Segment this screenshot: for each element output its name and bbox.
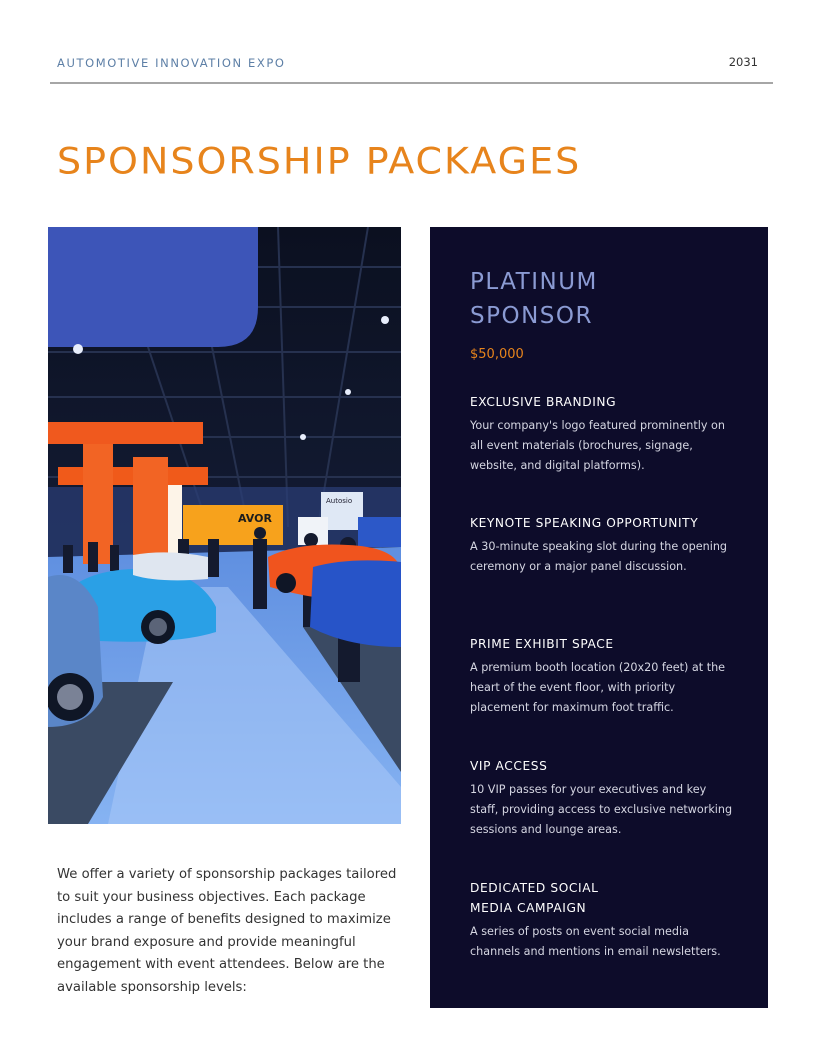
- benefit-title-line2: MEDIA CAMPAIGN: [470, 901, 587, 915]
- benefit-vip-access: [470, 756, 735, 840]
- header-year: 2031: [728, 55, 758, 69]
- benefit-title-line1: DEDICATED SOCIAL: [470, 881, 599, 895]
- booth-sign-avor: AVOR: [238, 512, 272, 525]
- header-event-name: AUTOMOTIVE INNOVATION EXPO: [57, 56, 286, 70]
- benefit-keynote-speaking: [470, 513, 735, 577]
- benefit-title: [470, 878, 735, 918]
- intro-paragraph: We offer a variety of sponsorship packages tailored to suit your business objectives. Each package includes a range of benefits designed to maximize your brand exposure and provide meaningful engagement with event attendees. Below are the available sponsorship levels:: [57, 867, 397, 995]
- benefit-description: Your company's logo featured prominently on all event materials (brochures, signage, website, and digital platforms).: [470, 419, 725, 472]
- expo-hall-photo: [48, 227, 401, 824]
- benefit-description: A series of posts on event social media channels and mentions in email newsletters.: [470, 925, 721, 958]
- page-title: SPONSORSHIP PACKAGES: [57, 140, 582, 182]
- benefit-title: EXCLUSIVE BRANDING: [470, 395, 617, 409]
- benefit-description: A premium booth location (20x20 feet) at the heart of the event floor, with priority placement for maximum foot traffic.: [470, 661, 726, 714]
- booth-sign-autosio: Autosio: [326, 497, 353, 505]
- benefit-description: A 30-minute speaking slot during the opening ceremony or a major panel discussion.: [470, 540, 728, 573]
- benefit-exclusive-branding: [470, 392, 735, 476]
- package-name-line2: SPONSOR: [470, 303, 593, 329]
- benefit-prime-exhibit-space: [470, 634, 735, 718]
- package-panel: [430, 227, 768, 1008]
- package-price: $50,000: [470, 347, 524, 362]
- benefit-social-media-campaign: [470, 878, 735, 962]
- package-name-line1: PLATINUM: [470, 269, 598, 295]
- header-divider: [50, 82, 773, 84]
- benefit-title: VIP ACCESS: [470, 759, 548, 773]
- benefit-title: PRIME EXHIBIT SPACE: [470, 637, 614, 651]
- benefit-title: KEYNOTE SPEAKING OPPORTUNITY: [470, 516, 699, 530]
- benefit-description: 10 VIP passes for your executives and key staff, providing access to exclusive networking sessions and lounge areas.: [470, 783, 733, 836]
- package-name: [470, 265, 730, 333]
